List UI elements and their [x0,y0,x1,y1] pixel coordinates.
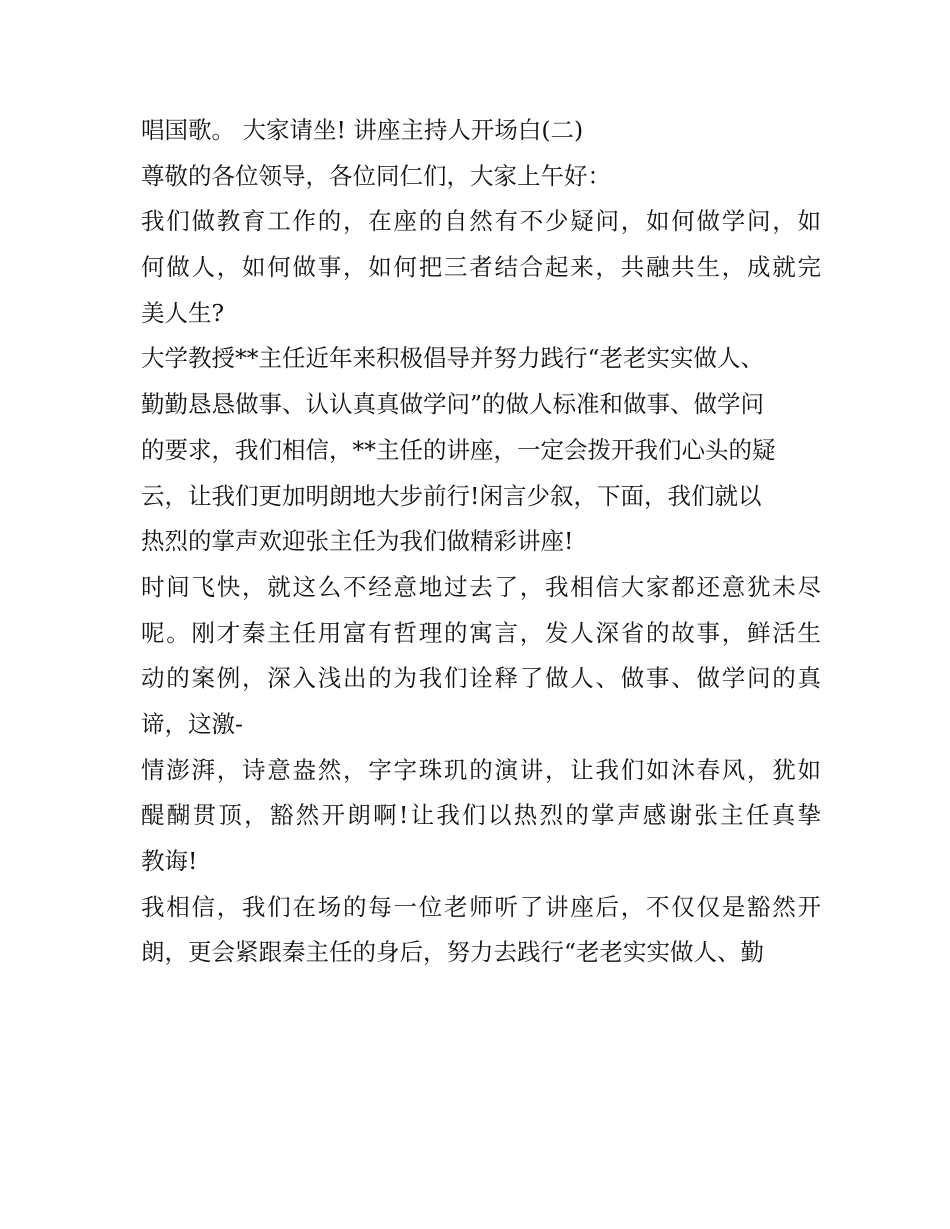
heading-line: 唱国歌。 大家请坐! 讲座主持人开场白(二) [141,116,584,144]
paragraph-line: 我相信，我们在场的每一位老师听了讲座后，不仅仅是豁然开 [141,892,821,921]
paragraph-line: 何做人，如何做事，如何把三者结合起来，共融共生，成就完 [141,253,821,282]
paragraph-line: 我们做教育工作的，在座的自然有不少疑问，如何做学问，如 [141,207,821,236]
paragraph-line: 情澎湃，诗意盎然，字字珠玑的演讲，让我们如沐春风，犹如 [141,755,821,784]
paragraph-line: 的要求，我们相信，**主任的讲座，一定会拨开我们心头的疑 [141,435,776,464]
paragraph-line: 醍醐贯顶，豁然开朗啊!让我们以热烈的掌声感谢张主任真挚 [141,801,821,830]
paragraph-line: 时间飞快，就这么不经意地过去了，我相信大家都还意犹未尽 [141,572,821,601]
paragraph-line: 朗，更会紧跟秦主任的身后，努力去践行“老老实实做人、勤 [141,938,765,967]
document-body [141,108,821,976]
paragraph-line: 云，让我们更加明朗地大步前行!闲言少叙，下面，我们就以 [141,481,762,510]
paragraph-line: 教诲! [141,847,198,875]
paragraph-line: 呢。刚才秦主任用富有哲理的寓言，发人深省的故事，鲜活生 [141,618,821,647]
paragraph-line: 热烈的掌声欢迎张主任为我们做精彩讲座! [141,527,574,556]
paragraph-line: 勤勤恳恳做事、认认真真做学问”的做人标准和做事、做学问 [141,390,765,419]
paragraph-line: 大学教授**主任近年来积极倡导并努力践行“老老实实做人、 [141,344,765,373]
paragraph-line: 美人生? [141,298,225,327]
greeting-line: 尊敬的各位领导，各位同仁们，大家上午好： [141,161,611,190]
paragraph-line: 动的案例，深入浅出的为我们诠释了做人、做事、做学问的真 [141,664,821,693]
paragraph-line: 谛，这激- [141,709,243,738]
